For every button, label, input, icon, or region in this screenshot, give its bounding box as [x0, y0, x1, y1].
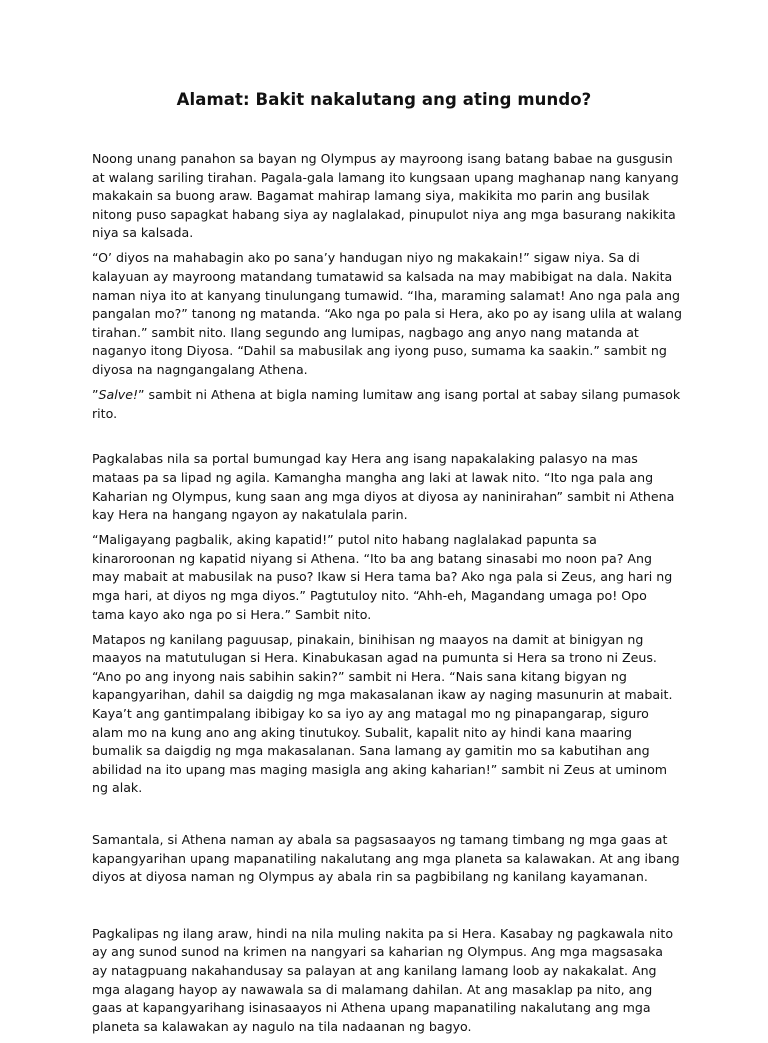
- portal-spell: Salve!: [98, 387, 138, 403]
- document-title: Alamat: Bakit nakalutang ang ating mundo?: [176, 90, 592, 109]
- portal-open-quote: ”: [92, 387, 99, 403]
- document-body: [92, 150, 682, 1043]
- paragraph-portal: [92, 386, 682, 423]
- paragraph-7: Pagkalipas ng ilang araw, hindi na nila muling nakita pa si Hera. Kasabay ng pagkawala nito ay ang sunod sunod na krimen na nangyari sa kaharian ng Olympus. Ang mga magsasaka ay natagpuang nakahandusay sa palayan at ang kanilang lamang loob ay nakakalat. Ang mga alagang hayop ay nawawala sa di malamang dahilan. At ang masaklap pa nito, ang gaas at kapangyarihang isinasaayos ni Athena upang mapanatiling nakalutang ang mga planeta sa kalawakan ay nagulo na tila nadaanan ng bagyo.: [92, 925, 674, 1034]
- portal-rest: ” sambit ni Athena at bigla naming lumitaw ang isang portal at sabay silang pumasok rito.: [92, 387, 681, 421]
- paragraph-6: Samantala, si Athena naman ay abala sa pagsasaayos ng tamang timbang ng mga gaas at kapangyarihan upang mapanatiling nakalutang ang mga planeta sa kalawakan. At ang ibang diyos at diyosa naman ng Olympus ay abala rin sa pagbibilang ng kanilang kayamanan.: [92, 832, 680, 885]
- paragraph-2: “O’ diyos na mahabagin ako po sana’y handugan niyo ng makakain!” sigaw niya. Sa di kalayuan ay mayroong matandang tumatawid sa kalsada na may mabibigat na dala. Nakita naman niya ito at kanyang tinulungang tumawid. “Iha, maraming salamat! Ano nga pala ang pangalan mo?” tanong ng matanda. “Ako nga po pala si Hera, ako po ay isang ulila at walang tirahan.” sambit nito. Ilang segundo ang lumipas, nagbago ang anyo nang matanda at naganyo itong Diyosa. “Dahil sa mabusilak ang iyong puso, sumama ka saakin.” sambit ng diyosa na nagngangalang Athena.: [92, 250, 682, 378]
- paragraph-1: Noong unang panahon sa bayan ng Olympus ay mayroong isang batang babae na gusgusin at walang sariling tirahan. Pagala-gala lamang ito kungsaan upang maghanap nang kanyang makakain sa buong araw. Bagamat mahirap lamang siya, makikita mo parin ang busilak nitong puso sapagkat habang siya ay naglalakad, pinupulot niya ang mga basurang nakikita niya sa kalsada.: [92, 151, 679, 241]
- paragraph-3: Pagkalabas nila sa portal bumungad kay Hera ang isang napakalaking palasyo na mas mataas pa sa lipad ng agila. Kamangha mangha ang laki at lawak nito. “Ito nga pala ang Kaharian ng Olympus, kung saan ang mga diyos at diyosa ay naninirahan” sambit ni Athena kay Hera na hangang ngayon ay nakatulala parin.: [92, 451, 675, 523]
- paragraph-4: “Maligayang pagbalik, aking kapatid!” putol nito habang naglalakad papunta sa kinaroroonan ng kapatid niyang si Athena. “Ito ba ang batang sinasabi mo noon pa? Ang may mabait at mabusilak na puso? Ikaw si Hera tama ba? Ako nga pala si Zeus, ang hari ng mga hari, at diyos ng mga diyos.” Pagtutuloy nito. “Ahh-eh, Magandang umaga po! Opo tama kayo ako nga po si Hera.” Sambit nito.: [92, 532, 673, 622]
- paragraph-5: Matapos ng kanilang paguusap, pinakain, binihisan ng maayos na damit at binigyan ng maayos na matutulugan si Hera. Kinabukasan agad na pumunta si Hera sa trono ni Zeus. “Ano po ang inyong nais sabihin sakin?” sambit ni Hera. “Nais sana kitang bigyan ng kapangyarihan, dahil sa daigdig ng mga makasalanan ikaw ay naging masunurin at mabait. Kaya’t ang gantimpalang ibibigay ko sa iyo ay ang matagal mo ng pinapangarap, siguro alam mo na kung ano ang aking tinutukoy. Subalit, kapalit nito ay hindi kana maaring bumalik sa daigdig ng mga makasalanan. Sana lamang ay gamitin mo sa kabutihan ang abilidad na ito upang mas maging masigla ang aking kaharian!” sambit ni Zeus at uminom ng alak.: [92, 631, 673, 796]
